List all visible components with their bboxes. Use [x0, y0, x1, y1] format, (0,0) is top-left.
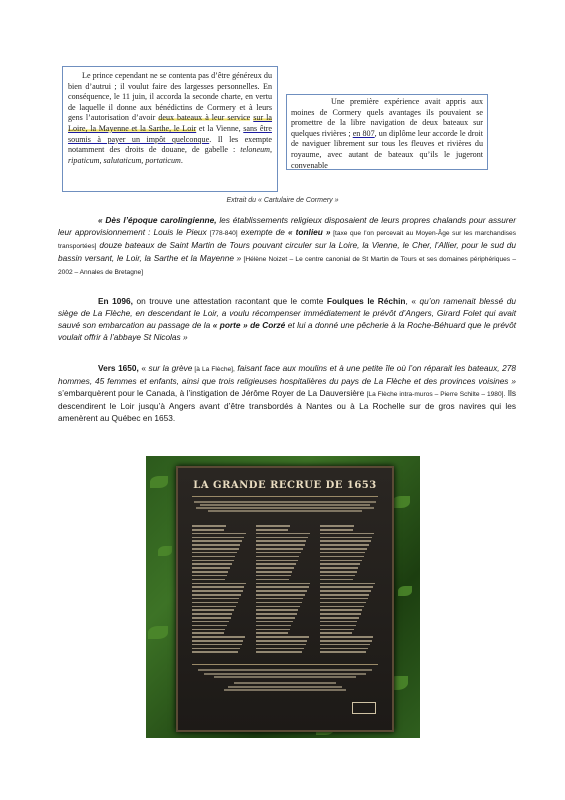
plaque-name-line [320, 621, 357, 623]
plaque-name-line [192, 579, 225, 581]
plaque-name-line [256, 598, 303, 600]
plaque-name-line [256, 571, 292, 573]
plaque-name-line [256, 632, 288, 634]
plaque-name-line [320, 629, 353, 631]
plaque-footer [194, 668, 376, 708]
plaque-name-line [192, 552, 237, 554]
underline-807: en 807 [352, 128, 375, 138]
paragraph-carolingian: « Dès l’époque carolingienne, les établissements religieux disposaient de leurs propres chalands pour assurer leur approvisionnement : Louis le Pieux [778-840] exempte de « tonlieu » [taxe que l’on percevait au Moyen-Âge sur les marchandises transportées] douze bateaux de Saint Martin de Tours pouvant circuler sur la Loire, la Vienne, le Cher, l’Allier, pour le sud du bassin versant, le Loir, la Sarthe et la Mayenne » [Hélène Noizet – Le centre canonial de St Martin de Tours et ses domaines périphériques – 2002 – Annales de Bretagne] [58, 215, 517, 276]
plaque-name-line [320, 617, 359, 619]
plaque-name-line [256, 540, 306, 542]
plaque-name-line [320, 590, 371, 592]
plaque-name-line [256, 590, 307, 592]
plaque-name-line [192, 613, 232, 615]
plaque-name-line [192, 598, 239, 600]
paragraph-1096: En 1096, on trouve une attestation racontant que le comte Foulques le Réchin, « qu’on ramenait blessé du siège de La Flèche, en descendant le Loir, a voulu récompenser immédiatement le prévôt d’Angers, Girard Folet qui avait sauvé son embarcation au passage de la « porte » de Corzé et lui a donné une pêcherie à la Roche-Béhuard que le prévôt voulait offrir à l’abbaye St Nicolas » [58, 296, 516, 342]
plaque-name-line [256, 602, 302, 604]
plaque-intro [194, 500, 376, 520]
plaque-name-line [256, 575, 291, 577]
plaque-name-line [256, 529, 288, 531]
plaque-name-line [192, 556, 235, 558]
plaque-name-line [192, 636, 245, 638]
plaque-name-line [320, 563, 360, 565]
excerpt-left-text: Le prince cependant ne se contenta pas d’être généreux du bien d’autrui ; il voulut faire des largesses personnelles. En conséquence, le 11 juin, il accorda la seconde charte, en vertu de laquelle il donne aux bénédictins de Cormery et à leurs gens l’autorisation d’avoir deux bateaux à leur service sur la Loire, la Mayenne et la Sarthe, le Loir et la Vienne, sans être soumis à payer un impôt quelconque. Il les exempte notamment des droits de douane, de gabelle : teloneum, ripaticum, salutaticum, portaticum. [68, 71, 273, 165]
cartulaire-excerpt-right [286, 94, 488, 170]
plaque-name-line [320, 594, 369, 596]
plaque-name-line [256, 583, 310, 585]
plaque-name-line [192, 537, 244, 539]
plaque-name-line [192, 544, 240, 546]
plaque-name-line [256, 525, 290, 527]
plaque-name-line [192, 529, 224, 531]
plaque-name-line [192, 560, 234, 562]
plaque-name-line [192, 594, 241, 596]
plaque-name-line [256, 629, 289, 631]
plaque-title: LA GRANDE RECRUE DE 1653 [193, 480, 377, 491]
plaque-name-line [192, 548, 239, 550]
plaque-name-line [256, 544, 304, 546]
plaque-name-line [256, 567, 294, 569]
plaque-name-line [320, 544, 368, 546]
plaque-names [192, 524, 378, 654]
plaque-name-line [256, 617, 295, 619]
plaque-name-line [192, 571, 228, 573]
plaque-name-line [192, 590, 243, 592]
plaque-name-line [320, 644, 370, 646]
plaque-name-line [320, 571, 356, 573]
plaque-name-line [320, 537, 372, 539]
paragraph-1650: Vers 1650, « sur la grève [à La Flèche], faisant face aux moulins et à une petite île où l’on réparait les bateaux, 278 hommes, 45 femmes et enfants, ainsi que trois religieuses hospitalières du pays de La Flèche et des provinces voisines » s’embarquèrent pour le Canada, à l’instigation de Jérôme Royer de La Dauversière [La Flèche intra-muros – Pierre Schilte – 1980]. Ils descendirent le Loir jusqu’à Angers avant d’être transbordés à Nantes ou à La Rochelle sur de gros navires qui les amenèrent au Québec en 1653. [58, 363, 516, 423]
plaque-name-line [320, 533, 374, 535]
plaque-name-line [256, 537, 308, 539]
plaque-name-line [192, 617, 231, 619]
plaque-name-line [256, 625, 291, 627]
plaque-name-line [256, 651, 302, 653]
plaque-name-line [320, 609, 362, 611]
plaque-name-line [192, 606, 236, 608]
plaque-name-line [320, 548, 367, 550]
plaque-name-line [192, 567, 230, 569]
excerpt-caption: Extrait du « Cartulaire de Cormery » [226, 197, 339, 204]
plaque-name-line [256, 579, 289, 581]
plaque-name-line [320, 651, 366, 653]
plaque-name-line [256, 644, 306, 646]
plaque-name-line [192, 640, 243, 642]
plaque-name-line [192, 621, 229, 623]
grande-recrue-plaque [176, 466, 394, 732]
plaque-name-line [256, 560, 298, 562]
plaque-name-line [320, 560, 362, 562]
plaque-name-line [256, 621, 293, 623]
excerpt-right-text: Une première expérience avait appris aux moines de Cormery quels avantages ils pouvaient se promettre de la libre navigation de deux bateaux sur quelques rivières ; en 807, un diplôme leur accorde le droit de naviguer librement sur tous les fleuves et rivières du royaume, avec autant de bateaux qu’ils le jugeront convenable [291, 97, 483, 170]
plaque-name-line [256, 648, 304, 650]
plaque-name-line [192, 586, 244, 588]
plaque-name-line [320, 632, 352, 634]
plaque-name-line [256, 640, 307, 642]
highlight-rivers: sur la Loire, la Mayenne et la Sarthe, le Loir [68, 113, 273, 133]
highlight-deux-bateaux: deux bateaux à leur service [158, 113, 251, 123]
plaque-name-line [320, 556, 363, 558]
plaque-name-line [192, 632, 224, 634]
plaque-name-line [256, 533, 310, 535]
plaque-name-line [320, 640, 371, 642]
plaque-name-line [256, 548, 303, 550]
cartulaire-excerpt-left [62, 66, 278, 192]
plaque-name-line [256, 552, 301, 554]
plaque-name-line [320, 636, 373, 638]
plaque-name-line [192, 540, 242, 542]
plaque-name-line [320, 598, 367, 600]
tax-terms: teloneum, ripaticum, salutaticum, portaticum [68, 145, 272, 165]
plaque-signature-box [352, 702, 376, 714]
plaque-name-line [320, 567, 358, 569]
plaque-name-line [192, 583, 246, 585]
plaque-name-line [320, 529, 352, 531]
plaque-name-line [256, 586, 308, 588]
plaque-name-line [192, 651, 238, 653]
underline-impot: sans être soumis à payer un impôt quelconque [68, 123, 272, 144]
plaque-name-line [320, 602, 366, 604]
plaque-name-line [320, 552, 365, 554]
plaque-name-line [320, 625, 355, 627]
plaque-name-line [320, 648, 368, 650]
plaque-name-line [320, 540, 370, 542]
plaque-name-line [256, 609, 298, 611]
plaque-name-line [320, 525, 354, 527]
plaque-name-line [320, 586, 372, 588]
plaque-name-line [320, 579, 353, 581]
plaque-name-line [192, 533, 246, 535]
plaque-name-line [192, 525, 226, 527]
plaque-name-line [320, 575, 355, 577]
plaque-name-line [256, 556, 299, 558]
plaque-name-line [256, 636, 309, 638]
plaque-name-line [320, 583, 374, 585]
plaque-name-line [256, 594, 305, 596]
plaque-name-line [192, 644, 242, 646]
plaque-name-line [192, 563, 232, 565]
plaque-name-line [256, 613, 296, 615]
plaque-name-line [320, 606, 364, 608]
plaque-name-line [192, 602, 238, 604]
plaque-name-line [192, 625, 227, 627]
plaque-photo [146, 456, 420, 738]
plaque-name-line [256, 606, 300, 608]
plaque-name-line [192, 575, 227, 577]
plaque-name-line [320, 613, 360, 615]
plaque-name-line [192, 629, 225, 631]
plaque-name-line [192, 609, 234, 611]
plaque-name-line [192, 648, 240, 650]
plaque-name-line [256, 563, 296, 565]
